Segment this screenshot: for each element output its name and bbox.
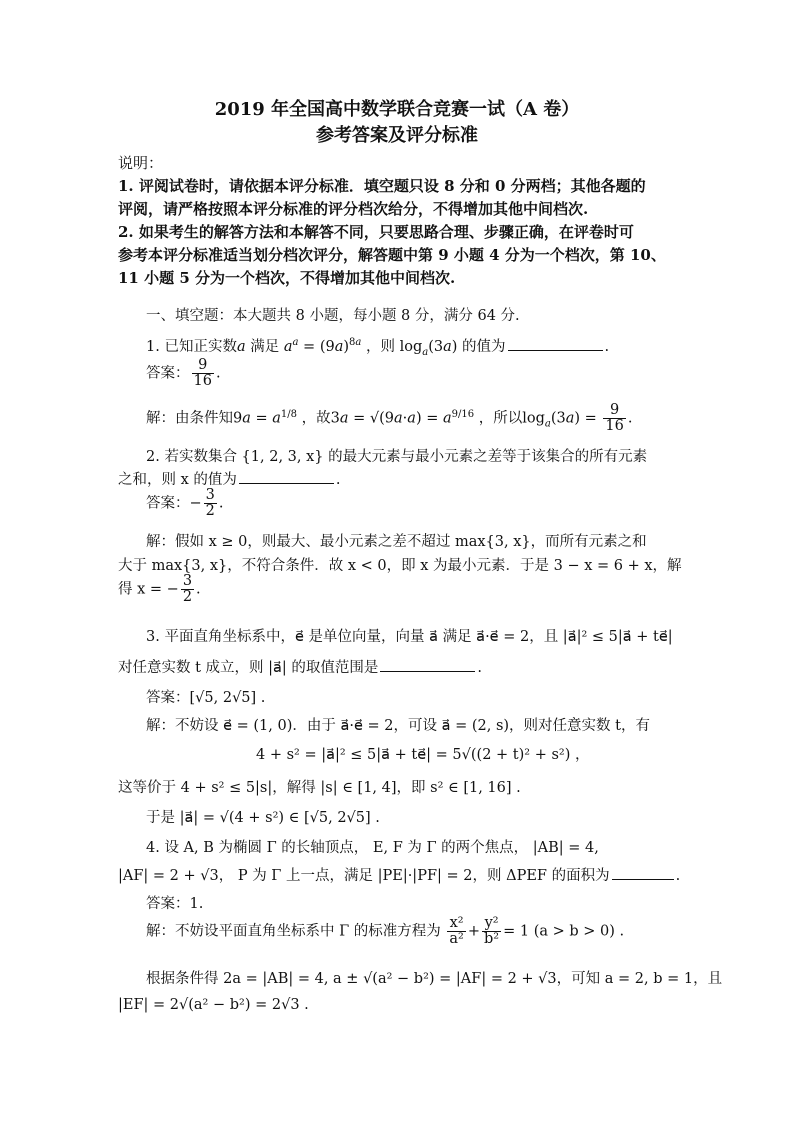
q2-stem-line-2: 之和，则 x 的值为 . <box>118 472 341 488</box>
q4-solution-line-3: |EF| = 2√(a² − b²) = 2√3 . <box>118 997 309 1013</box>
q4-answer <box>146 892 203 913</box>
q3-answer <box>146 686 265 707</box>
q1-answer-blank <box>508 349 603 351</box>
q2-solution-line-3: 得 x = − $\frac{3}{2}$ . <box>118 573 201 606</box>
title-line-2: 参考答案及评分标准 <box>316 125 478 146</box>
q4-y-fraction: $\frac{\text{y²}}{\text{b²}}$ <box>484 915 500 948</box>
q3-answer-label: 答案： <box>146 690 190 706</box>
q1-answer-label: 答案： <box>146 365 190 382</box>
q1-stem-c: ，则 <box>365 339 395 355</box>
q4-answer-label: 答案： <box>146 896 190 912</box>
notes-label: 说明： <box>118 154 164 172</box>
note-1-line-1: 1. 评阅试卷时，请依据本评分标准．填空题只设 8 分和 0 分两档；其他各题的 <box>118 177 646 195</box>
q1-answer-fraction: $\frac{9}{16}$ <box>193 357 212 390</box>
q3-stem-line-1: 3. 平面直角坐标系中，e⃗ 是单位向量，向量 a⃗ 满足 a⃗·e⃗ = 2，且 |a⃗|² ≤ 5|a⃗ + te⃗| <box>146 629 673 645</box>
q1-solution-fraction: $\frac{9}{16}$ <box>605 402 624 435</box>
note-2-line-2: 参考本评分标准适当划分档次评分，解答题中第 9 小题 4 分为一个档次，第 10、 <box>118 246 666 264</box>
title-line-1: 2019 年全国高中数学联合竞赛一试（A 卷） <box>214 99 580 120</box>
q3-solution-line-3: 这等价于 4 + s² ≤ 5|s|，解得 |s| ∈ [1, 4]，即 s² ∈ [1, 16] . <box>118 780 521 796</box>
q2-answer: 答案：− $\frac{3}{2}$ . <box>146 487 224 520</box>
q1-sol-c: ，所以 <box>478 410 523 427</box>
q3-solution-line-2: 4 + s² = |a⃗|² ≤ 5|a⃗ + te⃗| = 5√((2 + t)² + s²) ， <box>256 747 590 763</box>
q2-answer-blank <box>239 482 334 484</box>
q4-stem-line-1: 4. 设 A, B 为椭圆 Γ 的长轴顶点， E, F 为 Γ 的两个焦点， |AB| = 4, <box>146 840 599 856</box>
q4-answer-blank <box>612 878 674 880</box>
q2-stem-line-1: 2. 若实数集合 {1, 2, 3, x} 的最大元素与最小元素之差等于该集合的所有元素 <box>146 449 648 465</box>
q2-answer-label: 答案： <box>146 495 190 512</box>
q1-sol-a: 解：由条件知 <box>146 410 233 427</box>
q1-stem-a: 1. 已知正实数 <box>146 339 237 355</box>
q3-answer-value: [√5, 2√5] . <box>189 690 266 706</box>
q1-solution: 解：由条件知$9a = a^{1/8}$ ，故$3a = √(9a\cdot a) = a^{9/16}$ ，所以$\log_a(3a)$ = $\frac{9}{16}$ . <box>146 402 633 435</box>
q1-stem-b: 满足 <box>250 339 280 355</box>
q3-solution-line-1: 解：不妨设 e⃗ = (1, 0)．由于 a⃗·e⃗ = 2，可设 a⃗ = (2, s)，则对任意实数 t，有 <box>146 718 650 734</box>
q1-answer: 答案： $\frac{9}{16}$ . <box>146 357 221 390</box>
q1-stem: 1. 已知正实数a 满足 $a^a = (9a)^{8a}$ ，则 $\log_a(3a)$ 的值为 . <box>146 337 610 358</box>
q4-stem-line-2: |AF| = 2 + √3， P 为 Γ 上一点，满足 |PE|·|PF| = 2，则 ΔPEF 的面积为 . <box>118 868 681 884</box>
note-2-line-1: 2. 如果考生的解答方法和本解答不同，只要思路合理、步骤正确，在评卷时可 <box>118 223 634 241</box>
q2-solution-line-1: 解：假如 x ≥ 0，则最大、最小元素之差不超过 max{3, x}，而所有元素之和 <box>146 534 647 550</box>
q4-answer-value: 1. <box>189 896 204 912</box>
q2-solution-fraction: $\frac{3}{2}$ <box>182 573 193 606</box>
q3-stem-line-2: 对任意实数 t 成立，则 |a⃗| 的取值范围是 . <box>118 660 483 676</box>
q3-solution-line-4: 于是 |a⃗| = √(4 + s²) ∈ [√5, 2√5] . <box>146 810 380 826</box>
section-heading: 一、填空题：本大题共 8 小题，每小题 8 分，满分 64 分. <box>146 308 520 324</box>
note-1-line-2: 评阅，请严格按照本评分标准的评分档次给分，不得增加其他中间档次. <box>118 200 589 218</box>
q4-solution-line-2: 根据条件得 2a = |AB| = 4, a ± √(a² − b²) = |AF| = 2 + √3，可知 a = 2, b = 1，且 <box>146 971 723 987</box>
q4-x-fraction: $\frac{\text{x²}}{\text{a²}}$ <box>449 915 464 948</box>
q4-solution-line-1: 解：不妨设平面直角坐标系中 Γ 的标准方程为 $\frac{\text{x²}}{\text{a²}}$ + $\frac{\text{y²}}{\text{b²}}$ = 1 (a > b > 0) . <box>146 915 625 948</box>
note-2-line-3: 11 小题 5 分为一个档次，不得增加其他中间档次. <box>118 269 456 287</box>
q2-answer-fraction: $\frac{3}{2}$ <box>205 487 215 520</box>
q1-sol-b: ，故 <box>301 410 331 427</box>
q2-solution-line-2: 大于 max{3, x}，不符合条件．故 x < 0，即 x 为最小元素．于是 3 − x = 6 + x，解 <box>118 558 682 574</box>
q1-stem-d: 的值为 <box>462 339 506 355</box>
q3-answer-blank <box>380 670 475 672</box>
